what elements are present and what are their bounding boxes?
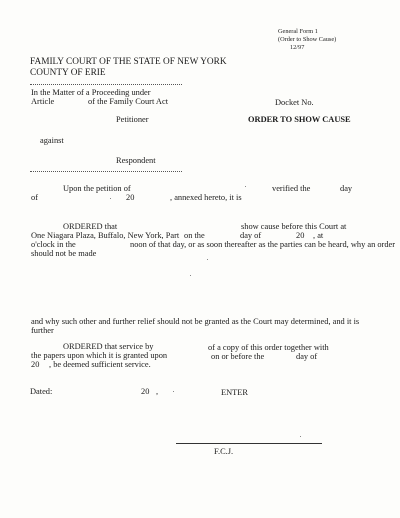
ordered-noon: noon of that day, or as soon thereafter as the parties can be heard, why an order	[130, 240, 396, 249]
docket-label: Docket No.	[275, 98, 314, 107]
ordered-on-the: on the	[184, 231, 205, 240]
matter-line1: In the Matter of a Proceeding under	[31, 88, 151, 97]
ordered-oclock: o'clock in the	[31, 240, 76, 249]
respondent-label: Respondent	[116, 156, 156, 165]
ordered-address: One Niagara Plaza, Buffalo, New York, Part	[31, 231, 180, 240]
service-papers: the papers upon which it is granted upon	[31, 351, 168, 360]
ordered-at: , at	[313, 231, 324, 240]
service-year: 20	[31, 360, 40, 369]
petition-of: of	[31, 193, 38, 202]
caption-bottom-rule	[30, 171, 182, 172]
service-copy: of a copy of this order together with	[208, 343, 329, 352]
court-county: COUNTY OF ERIE	[30, 68, 106, 78]
service-on-before: on or before the	[211, 352, 265, 361]
ordered-year: 20	[296, 231, 305, 240]
service-day-of: day of	[296, 352, 318, 361]
signature-line	[176, 443, 322, 444]
further-line1: and why such other and further relief should not be granted as the Court may determined, and it is	[31, 317, 360, 326]
petition-year: 20	[126, 193, 135, 202]
dated-comma: ,	[156, 387, 159, 396]
petition-annexed: , annexed hereto, it is	[170, 193, 242, 202]
ordered-day-of: day of	[240, 231, 262, 240]
form-id-line2: (Order to Show Cause)	[278, 36, 337, 43]
service-deemed: , be deemed sufficient service.	[49, 360, 151, 369]
caption-top-rule	[30, 84, 182, 85]
ordered-label: ORDERED that	[63, 222, 118, 231]
dated-year: 20	[141, 387, 150, 396]
form-id-line3: 12/97	[290, 44, 305, 51]
further-line2: further	[31, 326, 54, 335]
ordered-show-cause: show cause before this Court at	[241, 222, 347, 231]
court-name: FAMILY COURT OF THE STATE OF NEW YORK	[30, 57, 227, 67]
scan-speck	[110, 198, 111, 199]
scan-speck	[300, 436, 301, 437]
ordered-should-not: should not be made	[31, 249, 97, 258]
form-id-line1: General Form 1	[278, 28, 318, 35]
signature-label: F.C.J.	[214, 447, 234, 456]
petitioner-label: Petitioner	[116, 115, 149, 124]
against-label: against	[40, 136, 64, 145]
document-title: ORDER TO SHOW CAUSE	[248, 115, 351, 124]
scan-speck	[245, 186, 246, 187]
matter-act: of the Family Court Act	[88, 97, 169, 106]
petition-day: day	[340, 184, 353, 193]
dated-label: Dated:	[30, 387, 53, 396]
scan-speck	[173, 391, 174, 392]
scan-speck	[190, 275, 191, 276]
scan-speck	[207, 259, 208, 260]
matter-article: Article	[31, 97, 55, 106]
petition-upon: Upon the petition of	[63, 184, 131, 193]
enter-label: ENTER	[221, 388, 248, 397]
petition-verified: verified the	[272, 184, 311, 193]
service-ordered: ORDERED that service by	[63, 342, 154, 351]
